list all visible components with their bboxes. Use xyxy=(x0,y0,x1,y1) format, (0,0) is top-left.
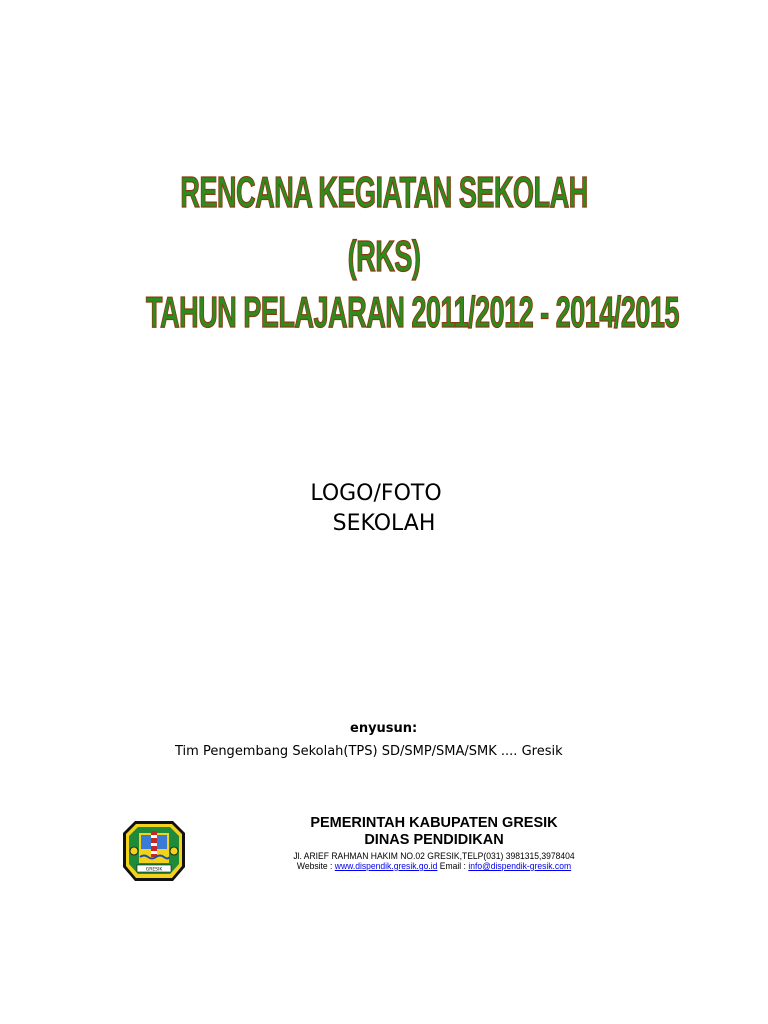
institution-name: PEMERINTAH KABUPATEN GRESIK xyxy=(310,815,558,831)
document-title-line-1: RENCANA KEGIATAN SEKOLAH xyxy=(180,168,588,217)
website-label: Website : xyxy=(296,861,335,872)
gresik-emblem-icon xyxy=(121,819,187,883)
email-label: Email : xyxy=(437,861,469,872)
website-link[interactable]: www.dispendik.gresik.go.id xyxy=(334,861,438,872)
document-title-line-3: TAHUN PELAJARAN 2011/2012 - 2014/2015 xyxy=(145,288,679,337)
institution-address: Jl. ARIEF RAHMAN HAKIM NO.02 GRESIK,TELP(031) 3981315,3978404 xyxy=(293,851,575,862)
email-link[interactable]: info@dispendik-gresik.com xyxy=(468,861,572,872)
institution-contact xyxy=(254,861,614,872)
penyusun-label: enyusun: xyxy=(350,721,418,736)
penyusun-name: Tim Pengembang Sekolah(TPS) SD/SMP/SMA/SMK .... Gresik xyxy=(175,744,563,759)
svg-text:GRESIK: GRESIK xyxy=(145,867,163,873)
institution-department: DINAS PENDIDIKAN xyxy=(364,832,504,848)
document-title-line-2: (RKS) xyxy=(347,232,421,281)
logo-placeholder-line-2: SEKOLAH xyxy=(332,511,436,536)
logo-placeholder-line-1: LOGO/FOTO xyxy=(310,481,442,506)
